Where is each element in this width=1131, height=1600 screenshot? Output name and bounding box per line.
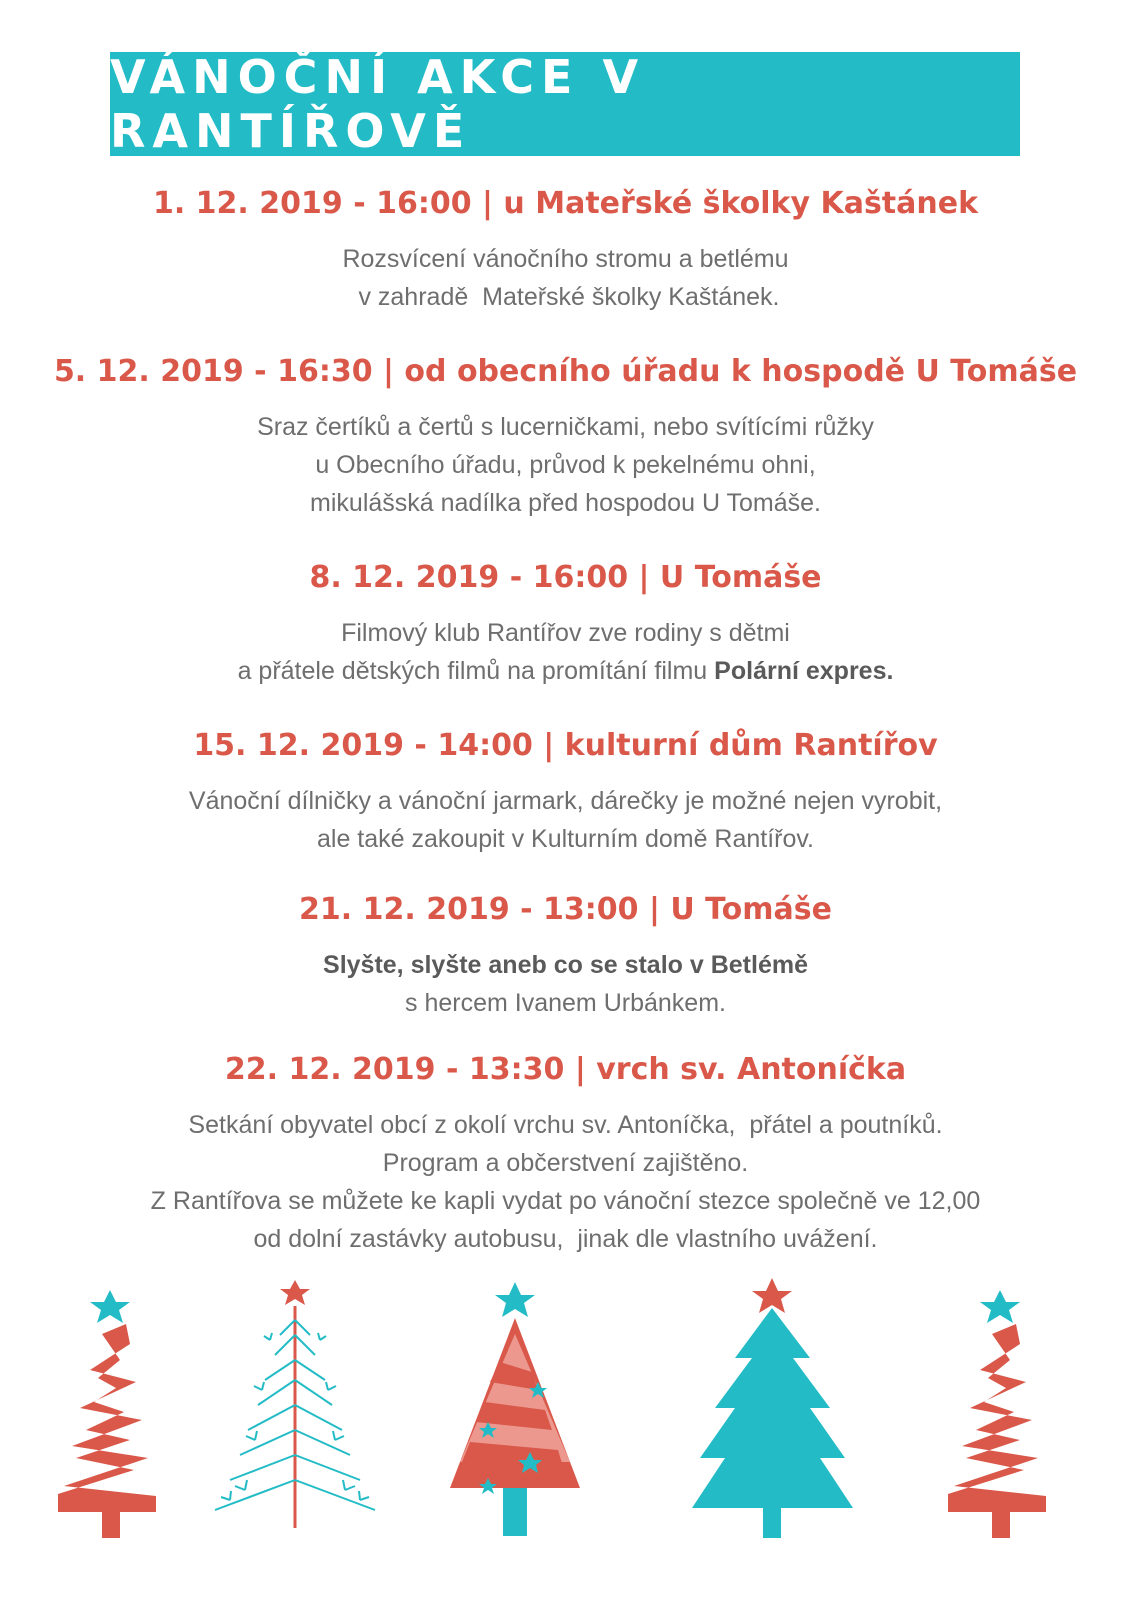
event-heading: 22. 12. 2019 - 13:30 | vrch sv. Antoníčka [224, 1052, 907, 1087]
event-description [0, 1106, 1131, 1258]
event-description [0, 240, 1131, 316]
description-line: s hercem Ivanem Urbánkem. [405, 989, 726, 1017]
event-heading: 15. 12. 2019 - 14:00 | kulturní dům Rantířov [193, 728, 938, 763]
event-item [0, 724, 1131, 888]
description-line: u Obecního úřadu, průvod k pekelnému ohni, [315, 451, 816, 479]
description-line: v zahradě Mateřské školky Kaštánek. [351, 283, 780, 311]
zigzag-tree-icon [940, 1290, 1060, 1540]
event-item [0, 1048, 1131, 1258]
event-description [0, 946, 1131, 1022]
event-item [0, 182, 1131, 350]
fir-branch-tree-icon [200, 1280, 390, 1530]
description-line: Filmový klub Rantířov zve rodiny s dětmi [341, 619, 790, 647]
film-title: Polární expres. [714, 657, 894, 685]
zigzag-tree-icon [50, 1290, 170, 1540]
description-line: ale také zakoupit v Kulturním domě Rantířov. [317, 825, 814, 853]
event-heading: 21. 12. 2019 - 13:00 | U Tomáše [299, 892, 832, 927]
solid-tree-icon [685, 1278, 860, 1538]
program-title: Slyšte, slyšte aneb co se stalo v Betlémě [323, 951, 808, 979]
event-heading: 1. 12. 2019 - 16:00 | u Mateřské školky Kaštánek [152, 186, 979, 221]
event-description [0, 408, 1131, 522]
description-line: Rozsvícení vánočního stromu a betlému [342, 245, 789, 273]
event-description [0, 782, 1131, 858]
event-item [0, 556, 1131, 724]
description-text: a přátele dětských filmů na promítání filmu [237, 657, 715, 685]
description-line: od dolní zastávky autobusu, jinak dle vlastního uvážení. [253, 1225, 878, 1253]
description-line [0, 946, 1131, 984]
title-banner [110, 52, 1020, 156]
description-line: mikulášská nadílka před hospodou U Tomáše. [310, 489, 821, 517]
event-list [0, 182, 1131, 1258]
event-heading: 8. 12. 2019 - 16:00 | U Tomáše [309, 560, 822, 595]
decorative-trees [0, 1290, 1131, 1600]
event-description [0, 614, 1131, 690]
striped-tree-icon [440, 1282, 590, 1536]
page-title: VÁNOČNÍ AKCE V RANTÍŘOVĚ [110, 50, 646, 158]
description-line [0, 652, 1131, 690]
description-line: Setkání obyvatel obcí z okolí vrchu sv. Antoníčka, přátel a poutníků. [188, 1111, 943, 1139]
description-line: Vánoční dílničky a vánoční jarmark, dárečky je možné nejen vyrobit, [188, 787, 943, 815]
event-item [0, 350, 1131, 556]
event-item [0, 888, 1131, 1048]
event-heading: 5. 12. 2019 - 16:30 | od obecního úřadu k hospodě U Tomáše [53, 354, 1078, 389]
description-line: Z Rantířova se můžete ke kapli vydat po vánoční stezce společně ve 12,00 [150, 1187, 981, 1215]
description-line: Program a občerstvení zajištěno. [382, 1149, 749, 1177]
description-line: Sraz čertíků a čertů s lucerničkami, nebo svítícími růžky [257, 413, 874, 441]
